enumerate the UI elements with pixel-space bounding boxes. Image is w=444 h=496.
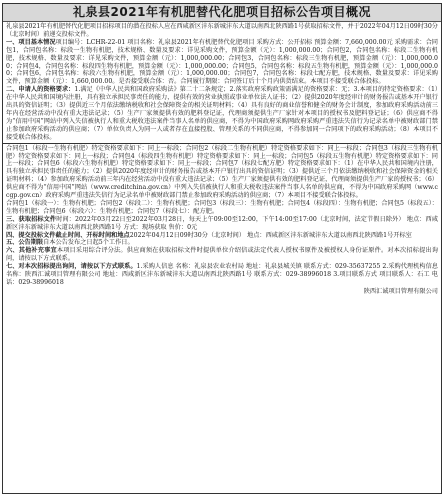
notice-paragraph — [6, 39, 438, 86]
paragraph-text: 2022年04月12日09时30分（北京时间） 地点：西咸新区沣东新城沣东大道以南西北陕西路1号开标室 — [129, 231, 412, 239]
paragraph-text: 1.满足《中华人民共和国政府采购法》第二十二条规定；2.落实政府采购政策需满足的资格要求：无；3.本项目的特定资格要求：（1）在中华人民共和国境内注册，具有独立承担民事责任的能力，提供有效的营业执照或事业单位法人证书；（2）提供2020年度经审计的财务报告或基本开户银行出具的资信证明；（3）提供近三个月依法缴纳税收和社会保障资金的相关证明材料；（4）具有良好的商业信誉和健全的财务会计制度，参加政府采购活动前三年内在经营活动中没有重大违法记录；（5）生产厂家须提供有效的肥料登记证，代理商须提供生产厂家针对本项目的授权书及肥料登记证；（6）供应商不得为“信用中国”网站中列入失信被执行人和重大税收违法案件当事人名单的供应商，不得为中国政府采购网政府采购严重违法失信行为记录名单中被财政部门禁止参加政府采购活动的供应商；（7）单位负责人为同一人或者存在直接控股、管理关系的不同供应商，不得参加同一合同项下的政府采购活动；（8）本项目不接受联合体投标。 — [6, 86, 438, 141]
paragraph-text: 合同包1（标段一）：生物有机肥；合同包2（标段二）：生物有机肥；合同包3（标段三）：生物有机肥；合同包4（标段四）：生物有机肥；合同包5（标段五）：生物有机肥；合同包6（标段六）：生物有机肥；合同包7（标段七）：配方肥。 — [6, 199, 438, 215]
notice-paragraph — [6, 145, 438, 200]
paragraph-text: 合同包1（标段一生物有机肥）特定资格要求如下：同上一标段；合同包2（标段二生物有机肥）特定资格要求如下：同上一标段；合同包3（标段三生物有机肥）特定资格要求如下：同上一标段；合同包4（标段四生物有机肥）特定资格要求如下：同上一标段；合同包5（标段五生物有机肥）特定资格要求如下：同上一标段；合同包6（标段六生物有机肥）特定资格要求如下：同上一标段；合同包7（标段七配方肥）特定资格要求如下：（1）在中华人民共和国境内注册，具有独立承担民事责任的能力；（2）提供2020年度经审计的财务报告或基本开户银行出具的资信证明；（3）提供近三个月依法缴纳税收和社会保障资金的相关证明材料；（4）参加政府采购活动前三年内在经营活动中没有重大违法记录；（5）生产厂家须提供有效的肥料登记证，代理商须提供生产厂家的授权书；（6）供应商不得为“信用中国”网站（www.creditchina.gov.cn）中列入失信被执行人和重大税收违法案件当事人名单的供应商，不得为中国政府采购网（www.ccgp.gov.cn）政府采购严重违法失信行为记录名单中被财政部门禁止参加政府采购活动的供应商；（7）本项目不接受联合体投标。 — [6, 144, 438, 200]
section-heading: 一、项目基本情况 — [6, 38, 56, 46]
paragraph-text: 项目编号：LCHR-22-01 项目名称：礼泉县2021年有机肥替代化肥项目 采购方式：公开招标 预算金额：7,660,000.00元 采购需求：合同包1，合同包名称：标段一生物有机肥，技术规格、数量及要求：详见采购文件，预算金额（元）：1,000,000.00；合同包2，合同包名称：标段二生物有机肥，技术规格、数量及要求：详见采购文件，预算金额（元）：1,000,000.00；合同包3，合同包名称：标段三生物有机肥，预算金额（元）：1,000,000.00；合同包4，合同包名称：标段四生物有机肥，预算金额（元）：1,000,000.00；合同包5，合同包名称：标段五生物有机肥，预算金额（元）：1,000,000.00；合同包6，合同包名称：标段六生物有机肥，预算金额（元）：1,000,000.00；合同包7，合同包名称：标段七配方肥，技术规格、数量及要求：详见采购文件，预算金额（元）：1,660,000.00。是否接受联合体：否。合同履行期限：合同签订后十个月内供货结束。本项目不接受联合体投标。 — [6, 38, 438, 86]
notice-paragraph — [6, 86, 438, 141]
notice-footer: 陕西汇诚项目管理有限公司 — [363, 287, 438, 295]
section-heading: 二、申请人的资格要求： — [6, 86, 75, 94]
tender-notice — [2, 3, 442, 494]
notice-title: 礼泉县2021年有机肥替代化肥项目招标公告项目概况 — [3, 4, 441, 22]
section-divider — [3, 143, 441, 144]
section-heading: 五、公告期限 — [6, 239, 44, 247]
paragraph-text: 时间：2022年03月22日至2022年03月28日，每天上午09:00至12:00，下午14:00至17:00（北京时间，法定节假日除外） 地点：西咸新区沣东新城沣东大道以南西北陕西路1号 方式：现场获取 售价：0元 — [6, 215, 439, 231]
notice-section-1 — [6, 23, 438, 142]
notice-section-2 — [6, 145, 438, 287]
notice-paragraph — [6, 200, 438, 216]
paragraph-text: 本项目采用综合评分法。供应商须在获取招标文件时提供单位介绍信或法定代表人授权书原件及被授权人身份证原件。对本次招标提出询问，请按以下方式联系。 — [6, 247, 438, 263]
section-heading: 三、获取招标文件 — [6, 215, 57, 223]
paragraph-text: 1.采购人信息 名称：礼泉县农业农村局 地址：礼泉县城关镇 联系方式：029-35637255 2.采购代理机构信息 名称：陕西汇诚项目管理有限公司 地址：西咸新区沣东新城沣东大道以南西北陕西路1号 联系方式：029-38996018 3.项目联系方式 项目联系人：石工 电话：029-38996018 — [6, 263, 438, 286]
notice-paragraph — [6, 216, 438, 232]
section-heading: 四、提交投标文件截止时间、开标时间和地点 — [6, 231, 130, 239]
section-heading: 七、对本次招标提出询问，请按以下方式联系。 — [6, 263, 137, 271]
paragraph-text: 自本公告发布之日起5个工作日。 — [43, 239, 134, 247]
notice-paragraph — [6, 247, 438, 263]
notice-paragraph — [6, 23, 438, 39]
notice-body — [3, 22, 441, 296]
section-heading: 六、其他补充事宜 — [6, 247, 57, 255]
paragraph-text: 礼泉县2021年有机肥替代化肥项目招标项目的潜在投标人应在西咸新区沣东新城沣东大道以南西北陕西路1号获取招标文件，并于2022年04月12日09时30分（北京时间）前递交投标文件。 — [6, 23, 438, 38]
notice-paragraph — [6, 263, 438, 287]
